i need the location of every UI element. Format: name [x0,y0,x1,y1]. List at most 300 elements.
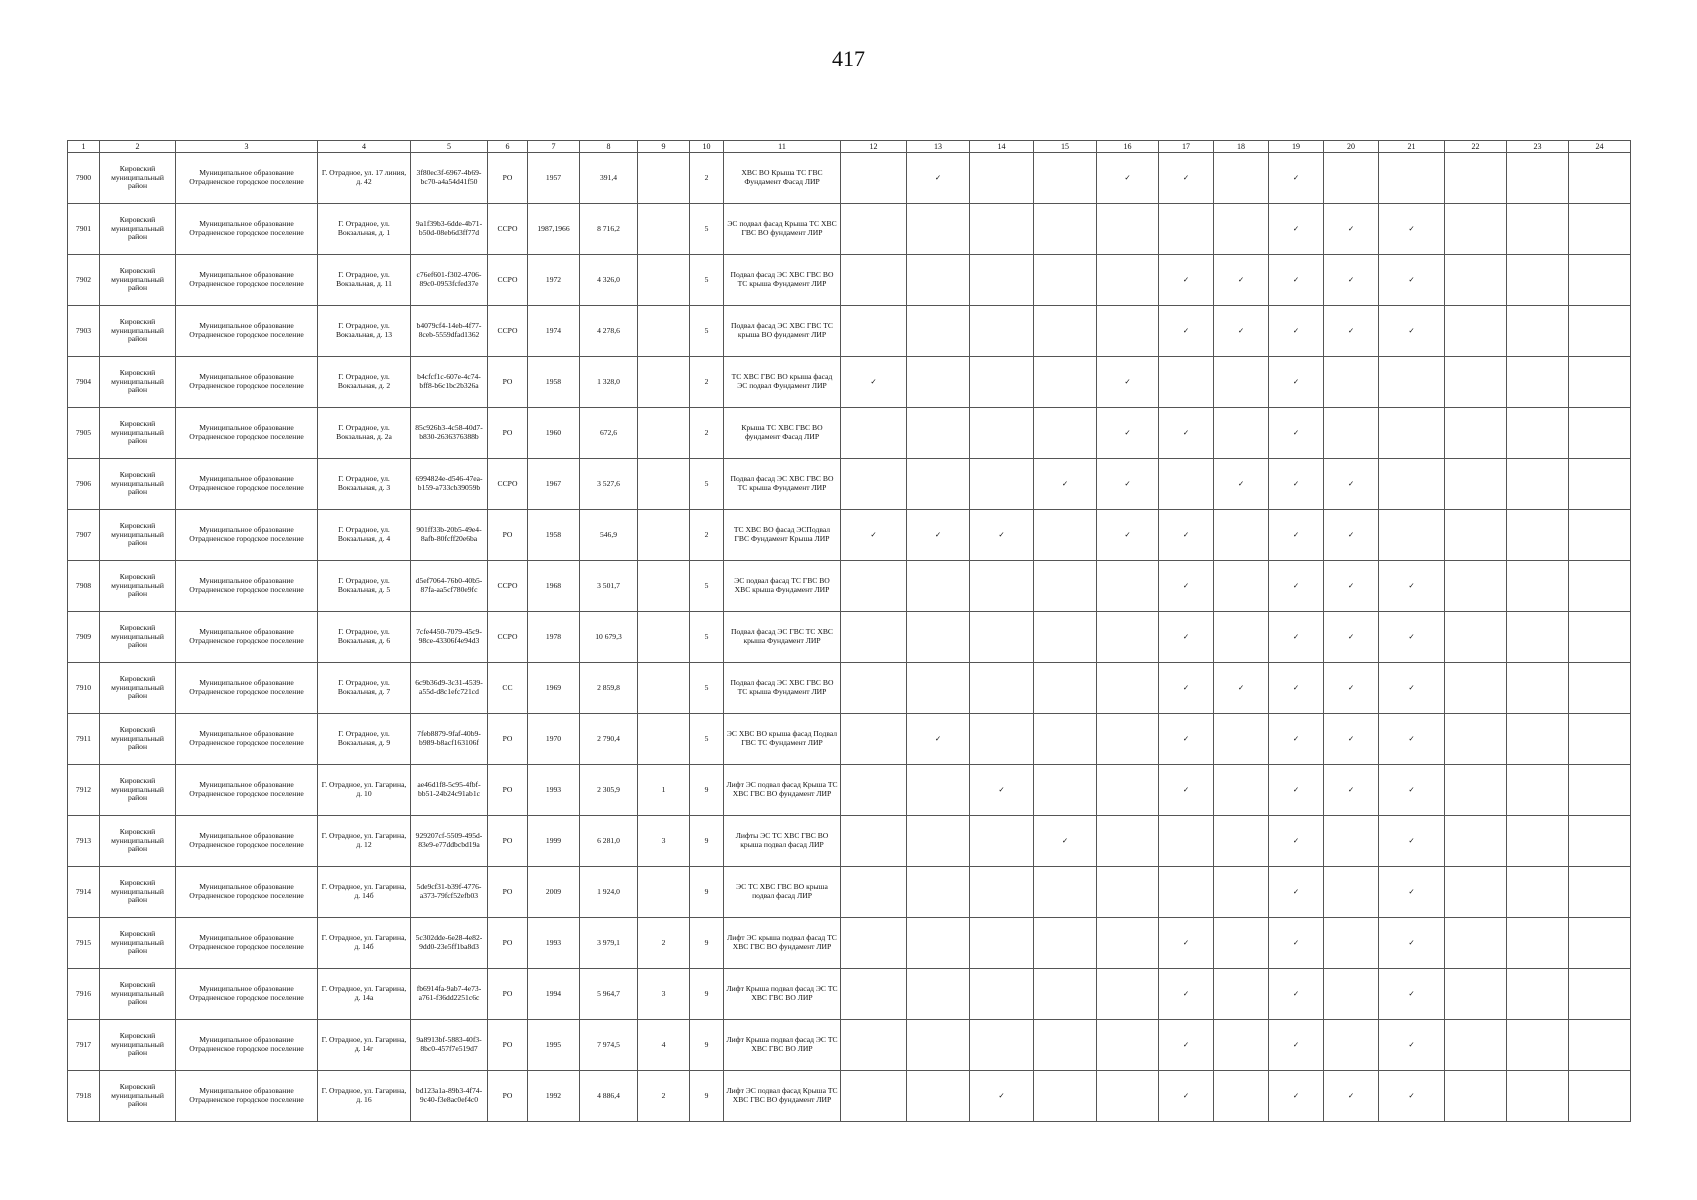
cell-works: Подвал фасад ЭС ГВС ТС ХВС крыша Фундамент ЛИР [724,612,841,663]
empty-cell [1034,510,1097,561]
empty-cell [1569,714,1631,765]
column-number: 22 [1445,141,1507,153]
check-mark-icon: ✓ [1214,255,1269,306]
check-mark-icon: ✓ [1379,714,1445,765]
empty-cell [1569,918,1631,969]
check-mark-icon: ✓ [1097,153,1159,204]
empty-cell [1379,153,1445,204]
check-mark-icon: ✓ [1379,1071,1445,1122]
cell-works: Крыша ТС ХВС ГВС ВО фундамент Фасад ЛИР [724,408,841,459]
empty-cell [1324,408,1379,459]
cell-wall-material: ССРО [488,306,528,357]
table-row [68,510,1631,561]
empty-cell [1034,867,1097,918]
cell-column-9-value [638,255,690,306]
cell-works: Лифт Крыша подвал фасад ЭС ТС ХВС ГВС ВО ЛИР [724,969,841,1020]
empty-cell [1214,1020,1269,1071]
check-mark-icon: ✓ [1269,714,1324,765]
empty-cell [1379,357,1445,408]
cell-column-9-value [638,867,690,918]
check-mark-icon: ✓ [1269,306,1324,357]
empty-cell [1097,867,1159,918]
check-mark-icon: ✓ [1379,306,1445,357]
empty-cell [1159,867,1214,918]
column-number: 4 [318,141,411,153]
cell-column-9-value [638,612,690,663]
cell-address: Г. Отрадное, ул. Вокзальная, д. 1 [318,204,411,255]
empty-cell [841,408,907,459]
column-number: 12 [841,141,907,153]
empty-cell [1445,1020,1507,1071]
cell-floors: 5 [690,714,724,765]
column-number-header [68,141,1631,153]
empty-cell [1445,255,1507,306]
cell-column-9-value [638,357,690,408]
empty-cell [1445,561,1507,612]
empty-cell [1034,918,1097,969]
cell-build-year: 1960 [528,408,580,459]
cell-works: Лифт Крыша подвал фасад ЭС ТС ХВС ГВС ВО ЛИР [724,1020,841,1071]
cell-wall-material: РО [488,153,528,204]
empty-cell [1097,255,1159,306]
cell-municipality: Муниципальное образование Отрадненское городское поселение [176,765,318,816]
column-number: 20 [1324,141,1379,153]
table-body [68,153,1631,1122]
empty-cell [1445,714,1507,765]
empty-cell [841,612,907,663]
cell-address: Г. Отрадное, ул. Вокзальная, д. 9 [318,714,411,765]
empty-cell [841,714,907,765]
empty-cell [1159,459,1214,510]
cell-build-year: 1978 [528,612,580,663]
cell-area: 672,6 [580,408,638,459]
empty-cell [1034,714,1097,765]
empty-cell [1097,204,1159,255]
empty-cell [907,816,970,867]
cell-address: Г. Отрадное, ул. Вокзальная, д. 6 [318,612,411,663]
empty-cell [970,561,1034,612]
empty-cell [1507,561,1569,612]
cell-floors: 2 [690,408,724,459]
empty-cell [1445,306,1507,357]
empty-cell [970,918,1034,969]
cell-uuid: 9a8913bf-5883-40f3-8bc0-457f7e519d7 [411,1020,488,1071]
empty-cell [1379,459,1445,510]
cell-area: 1 328,0 [580,357,638,408]
check-mark-icon: ✓ [1159,969,1214,1020]
cell-row-id: 7907 [68,510,100,561]
cell-row-id: 7900 [68,153,100,204]
empty-cell [1507,204,1569,255]
cell-floors: 9 [690,1071,724,1122]
cell-row-id: 7902 [68,255,100,306]
empty-cell [1097,561,1159,612]
empty-cell [970,306,1034,357]
empty-cell [1324,969,1379,1020]
empty-cell [1034,1071,1097,1122]
table-row [68,867,1631,918]
check-mark-icon: ✓ [1269,663,1324,714]
cell-municipality: Муниципальное образование Отрадненское городское поселение [176,612,318,663]
check-mark-icon: ✓ [1269,255,1324,306]
empty-cell [1034,204,1097,255]
cell-uuid: 7feb8879-9faf-40b9-b989-b8acf163106f [411,714,488,765]
cell-row-id: 7916 [68,969,100,1020]
check-mark-icon: ✓ [1159,255,1214,306]
cell-address: Г. Отрадное, ул. Гагарина, д. 16 [318,1071,411,1122]
empty-cell [841,918,907,969]
cell-area: 6 281,0 [580,816,638,867]
cell-address: Г. Отрадное, ул. Вокзальная, д. 3 [318,459,411,510]
empty-cell [1097,765,1159,816]
empty-cell [907,357,970,408]
cell-municipality: Муниципальное образование Отрадненское городское поселение [176,510,318,561]
cell-works: Подвал фасад ЭС ХВС ГВС ВО ТС крыша Фундамент ЛИР [724,663,841,714]
table-row [68,816,1631,867]
empty-cell [1324,357,1379,408]
empty-cell [1569,204,1631,255]
check-mark-icon: ✓ [1159,306,1214,357]
check-mark-icon: ✓ [1269,816,1324,867]
cell-column-9-value [638,714,690,765]
empty-cell [1214,153,1269,204]
cell-wall-material: РО [488,714,528,765]
cell-area: 10 679,3 [580,612,638,663]
empty-cell [907,612,970,663]
cell-works: Подвал фасад ЭС ХВС ГВС ВО ТС крыша Фундамент ЛИР [724,255,841,306]
empty-cell [1569,408,1631,459]
empty-cell [1214,969,1269,1020]
cell-column-9-value [638,408,690,459]
cell-district: Кировский муниципальный район [100,1020,176,1071]
cell-works: ХВС ВО Крыша ТС ГВС Фундамент Фасад ЛИР [724,153,841,204]
cell-wall-material: ССРО [488,612,528,663]
column-number: 16 [1097,141,1159,153]
empty-cell [1324,153,1379,204]
check-mark-icon: ✓ [1269,204,1324,255]
cell-column-9-value [638,561,690,612]
cell-municipality: Муниципальное образование Отрадненское городское поселение [176,306,318,357]
check-mark-icon: ✓ [1159,408,1214,459]
empty-cell [907,765,970,816]
check-mark-icon: ✓ [1269,1020,1324,1071]
cell-municipality: Муниципальное образование Отрадненское городское поселение [176,663,318,714]
check-mark-icon: ✓ [1379,969,1445,1020]
cell-address: Г. Отрадное, ул. Вокзальная, д. 5 [318,561,411,612]
empty-cell [907,1020,970,1071]
table-row [68,255,1631,306]
empty-cell [1445,408,1507,459]
check-mark-icon: ✓ [1269,918,1324,969]
empty-cell [1097,1071,1159,1122]
check-mark-icon: ✓ [1269,459,1324,510]
empty-cell [1379,510,1445,561]
cell-uuid: 85c926b3-4c58-40d7-b830-2636376388b [411,408,488,459]
cell-area: 7 974,5 [580,1020,638,1071]
check-mark-icon: ✓ [1269,969,1324,1020]
cell-district: Кировский муниципальный район [100,459,176,510]
cell-build-year: 2009 [528,867,580,918]
empty-cell [907,255,970,306]
empty-cell [1569,816,1631,867]
empty-cell [907,969,970,1020]
cell-build-year: 1969 [528,663,580,714]
cell-uuid: bd123a1a-89b3-4f74-9c40-f3e8ac0ef4c0 [411,1071,488,1122]
empty-cell [841,561,907,612]
empty-cell [1569,357,1631,408]
empty-cell [1097,663,1159,714]
check-mark-icon: ✓ [1269,561,1324,612]
check-mark-icon: ✓ [1379,918,1445,969]
cell-row-id: 7913 [68,816,100,867]
column-number: 8 [580,141,638,153]
empty-cell [1324,918,1379,969]
empty-cell [1445,612,1507,663]
cell-build-year: 1958 [528,510,580,561]
cell-municipality: Муниципальное образование Отрадненское городское поселение [176,714,318,765]
empty-cell [1445,765,1507,816]
empty-cell [1034,408,1097,459]
check-mark-icon: ✓ [1097,510,1159,561]
empty-cell [1507,255,1569,306]
check-mark-icon: ✓ [1269,1071,1324,1122]
cell-district: Кировский муниципальный район [100,357,176,408]
check-mark-icon: ✓ [1034,816,1097,867]
empty-cell [841,204,907,255]
cell-area: 2 790,4 [580,714,638,765]
empty-cell [841,459,907,510]
empty-cell [1507,1020,1569,1071]
page-number: 417 [832,46,865,71]
column-number: 21 [1379,141,1445,153]
table-row [68,153,1631,204]
check-mark-icon: ✓ [1159,663,1214,714]
column-number: 11 [724,141,841,153]
cell-floors: 5 [690,663,724,714]
cell-district: Кировский муниципальный район [100,714,176,765]
table-row [68,561,1631,612]
empty-cell [970,408,1034,459]
empty-cell [1214,1071,1269,1122]
cell-column-9-value [638,510,690,561]
empty-cell [841,765,907,816]
check-mark-icon: ✓ [1379,816,1445,867]
cell-floors: 9 [690,867,724,918]
cell-works: ТС ХВС ГВС ВО крыша фасад ЭС подвал Фундамент ЛИР [724,357,841,408]
check-mark-icon: ✓ [1379,204,1445,255]
empty-cell [1507,969,1569,1020]
cell-floors: 2 [690,510,724,561]
check-mark-icon: ✓ [1097,408,1159,459]
check-mark-icon: ✓ [1379,867,1445,918]
cell-column-9-value [638,663,690,714]
cell-municipality: Муниципальное образование Отрадненское городское поселение [176,561,318,612]
cell-row-id: 7901 [68,204,100,255]
check-mark-icon: ✓ [1324,204,1379,255]
empty-cell [907,306,970,357]
cell-uuid: 901ff33b-20b5-49e4-8afb-80fcff20e6ba [411,510,488,561]
empty-cell [841,1071,907,1122]
check-mark-icon: ✓ [1379,765,1445,816]
empty-cell [1034,153,1097,204]
empty-cell [1324,1020,1379,1071]
empty-cell [907,918,970,969]
empty-cell [970,357,1034,408]
empty-cell [970,153,1034,204]
cell-uuid: 6c9b36d9-3c31-4539-a55d-d8c1efc721cd [411,663,488,714]
cell-works: Лифт ЭС подвал фасад Крыша ТС ХВС ГВС ВО фундамент ЛИР [724,765,841,816]
cell-district: Кировский муниципальный район [100,561,176,612]
empty-cell [1159,816,1214,867]
empty-cell [1569,1020,1631,1071]
cell-row-id: 7904 [68,357,100,408]
cell-row-id: 7912 [68,765,100,816]
check-mark-icon: ✓ [841,357,907,408]
empty-cell [1445,510,1507,561]
empty-cell [1569,153,1631,204]
check-mark-icon: ✓ [1379,561,1445,612]
cell-works: Подвал фасад ЭС ХВС ГВС ТС крыша ВО фундамент ЛИР [724,306,841,357]
empty-cell [907,663,970,714]
cell-municipality: Муниципальное образование Отрадненское городское поселение [176,153,318,204]
cell-wall-material: ССРО [488,561,528,612]
cell-floors: 9 [690,969,724,1020]
empty-cell [907,867,970,918]
empty-cell [1445,1071,1507,1122]
cell-uuid: 9a1f39b3-6dde-4b71-b50d-08eb6d3ff77d [411,204,488,255]
cell-column-9-value: 4 [638,1020,690,1071]
check-mark-icon: ✓ [1379,612,1445,663]
empty-cell [1569,561,1631,612]
column-number: 3 [176,141,318,153]
cell-uuid: ae46d1f8-5c95-4fbf-bb51-24b24c91ab1c [411,765,488,816]
cell-floors: 5 [690,612,724,663]
cell-uuid: 5de9cf31-b39f-4776-a373-79fcf52efb03 [411,867,488,918]
empty-cell [1159,357,1214,408]
cell-wall-material: ССРО [488,255,528,306]
cell-floors: 9 [690,816,724,867]
empty-cell [970,816,1034,867]
check-mark-icon: ✓ [1324,1071,1379,1122]
empty-cell [841,255,907,306]
cell-uuid: b4cfcf1c-607e-4c74-bff8-b6c1bc2b326a [411,357,488,408]
check-mark-icon: ✓ [1324,663,1379,714]
cell-address: Г. Отрадное, ул. Вокзальная, д. 2 [318,357,411,408]
empty-cell [1569,1071,1631,1122]
check-mark-icon: ✓ [1324,612,1379,663]
cell-floors: 9 [690,1020,724,1071]
cell-column-9-value [638,204,690,255]
cell-row-id: 7906 [68,459,100,510]
empty-cell [1034,255,1097,306]
cell-address: Г. Отрадное, ул. Гагарина, д. 14б [318,867,411,918]
cell-address: Г. Отрадное, ул. Гагарина, д. 10 [318,765,411,816]
check-mark-icon: ✓ [1159,153,1214,204]
cell-area: 5 964,7 [580,969,638,1020]
cell-district: Кировский муниципальный район [100,510,176,561]
cell-area: 2 859,8 [580,663,638,714]
empty-cell [1569,867,1631,918]
column-number: 2 [100,141,176,153]
empty-cell [841,969,907,1020]
cell-address: Г. Отрадное, ул. Вокзальная, д. 7 [318,663,411,714]
cell-area: 4 886,4 [580,1071,638,1122]
cell-floors: 5 [690,255,724,306]
cell-uuid: b4079cf4-14eb-4f77-8ceb-5559dfad1362 [411,306,488,357]
cell-column-9-value [638,306,690,357]
empty-cell [907,561,970,612]
cell-district: Кировский муниципальный район [100,306,176,357]
empty-cell [1507,459,1569,510]
cell-works: ЭС подвал фасад ТС ГВС ВО ХВС крыша Фундамент ЛИР [724,561,841,612]
check-mark-icon: ✓ [1034,459,1097,510]
empty-cell [1034,357,1097,408]
check-mark-icon: ✓ [1214,306,1269,357]
empty-cell [1507,612,1569,663]
cell-works: Подвал фасад ЭС ХВС ГВС ВО ТС крыша Фундамент ЛИР [724,459,841,510]
empty-cell [1445,816,1507,867]
table-row [68,765,1631,816]
table-row [68,663,1631,714]
empty-cell [1569,612,1631,663]
empty-cell [1324,816,1379,867]
empty-cell [841,816,907,867]
empty-cell [1097,1020,1159,1071]
check-mark-icon: ✓ [970,1071,1034,1122]
column-number: 10 [690,141,724,153]
cell-wall-material: ССРО [488,204,528,255]
cell-uuid: fb6914fa-9ab7-4e73-a761-f36dd2251c6c [411,969,488,1020]
empty-cell [1214,918,1269,969]
cell-district: Кировский муниципальный район [100,153,176,204]
cell-build-year: 1992 [528,1071,580,1122]
empty-cell [1214,408,1269,459]
empty-cell [1097,612,1159,663]
table-row [68,306,1631,357]
empty-cell [1445,918,1507,969]
cell-column-9-value [638,459,690,510]
cell-address: Г. Отрадное, ул. Гагарина, д. 14а [318,969,411,1020]
column-number: 13 [907,141,970,153]
empty-cell [1507,1071,1569,1122]
cell-works: ЭС ТС ХВС ГВС ВО крыша подвал фасад ЛИР [724,867,841,918]
cell-district: Кировский муниципальный район [100,816,176,867]
empty-cell [970,255,1034,306]
check-mark-icon: ✓ [1214,663,1269,714]
cell-municipality: Муниципальное образование Отрадненское городское поселение [176,408,318,459]
check-mark-icon: ✓ [1269,867,1324,918]
column-number: 1 [68,141,100,153]
cell-row-id: 7918 [68,1071,100,1122]
check-mark-icon: ✓ [1324,765,1379,816]
empty-cell [1034,612,1097,663]
cell-row-id: 7903 [68,306,100,357]
empty-cell [1214,765,1269,816]
cell-row-id: 7911 [68,714,100,765]
empty-cell [1507,408,1569,459]
table-row [68,969,1631,1020]
check-mark-icon: ✓ [907,714,970,765]
cell-district: Кировский муниципальный район [100,612,176,663]
column-number: 19 [1269,141,1324,153]
check-mark-icon: ✓ [1379,255,1445,306]
cell-district: Кировский муниципальный район [100,969,176,1020]
empty-cell [1324,867,1379,918]
empty-cell [1445,663,1507,714]
cell-floors: 5 [690,204,724,255]
cell-floors: 5 [690,306,724,357]
cell-build-year: 1967 [528,459,580,510]
